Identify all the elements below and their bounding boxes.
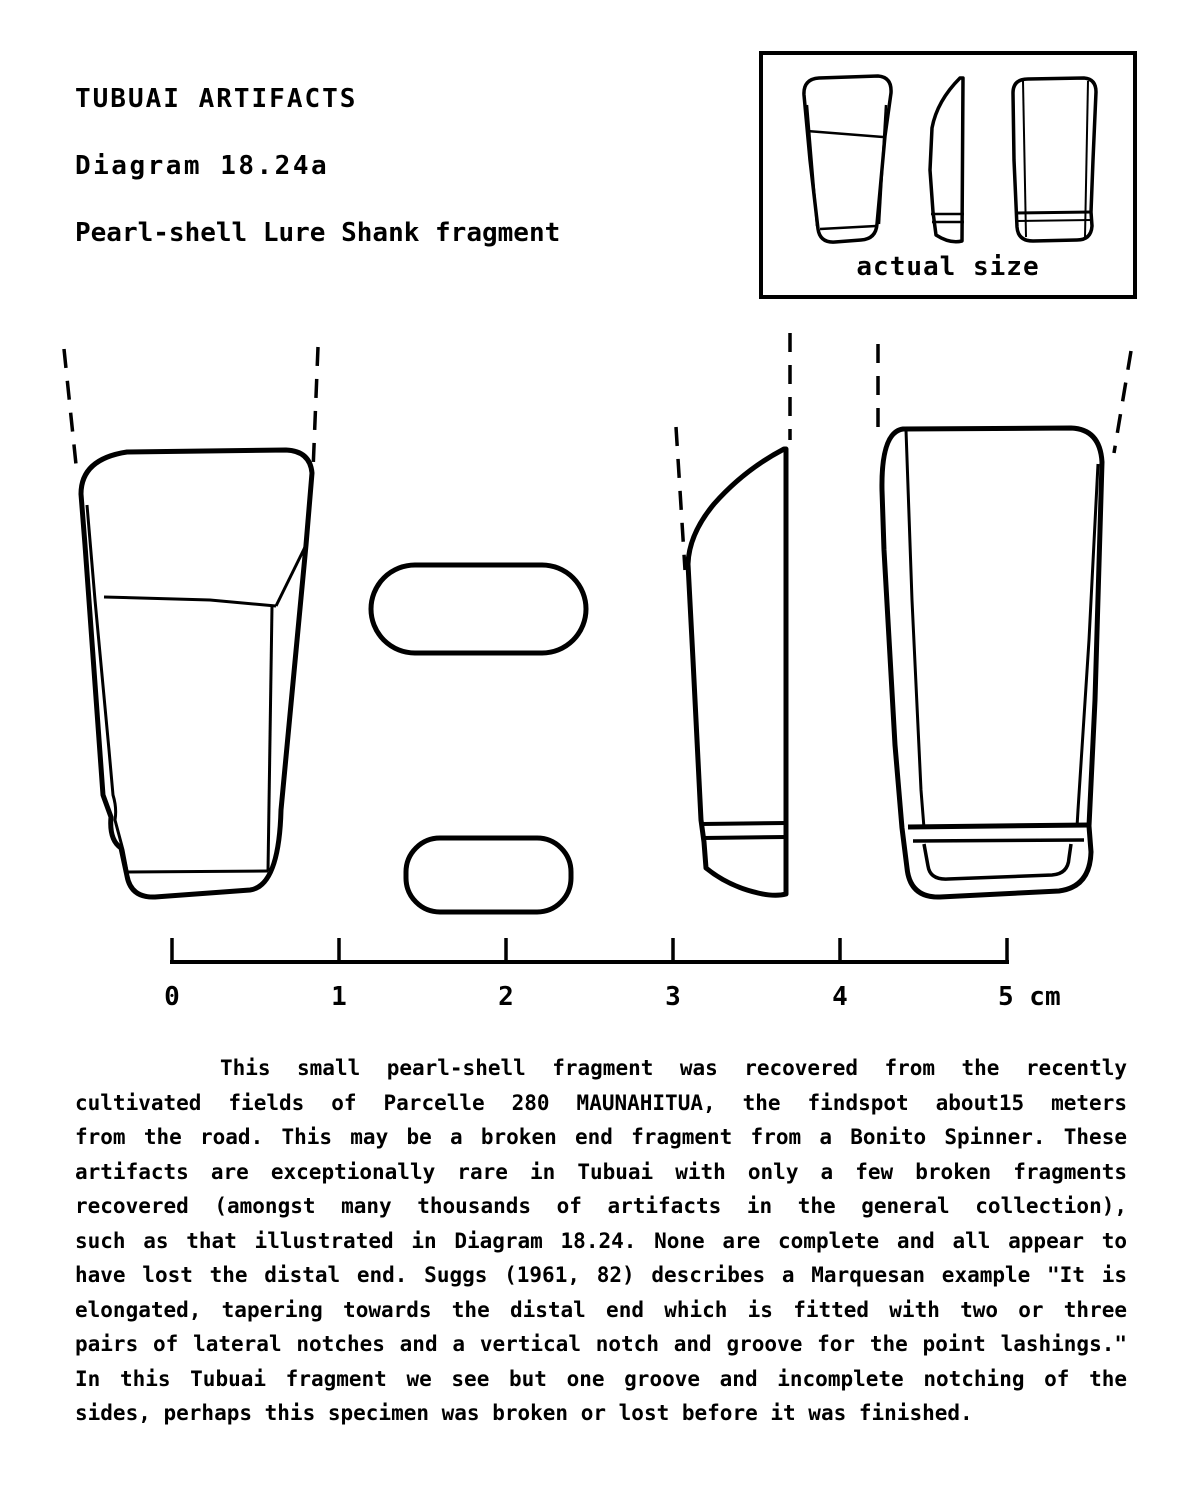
projection-dash-left [64,349,77,474]
description-line: pairs of lateral notches and a vertical notch and groove for the point lashings." [75,1332,1127,1356]
description-line: elongated, tapering towards the distal end which is fitted with two or three [75,1297,1127,1322]
scale-label-1: 1 [331,982,347,1012]
projection-dash-right [313,347,318,471]
back-view-drawing [878,344,1131,897]
description-line: from the road. This may be a broken end fragment from a Bonito Spinner. These [75,1125,1127,1149]
scale-label-3: 3 [665,982,681,1012]
scale-bar [170,938,1009,962]
description-paragraph [75,1051,1127,1431]
side-view-drawing [676,333,790,895]
description-line: cultivated fields of Parcelle 280 MAUNAHITUA, the findspot about15 meters [75,1090,1127,1115]
diagram-number: Diagram 18.24a [75,151,330,181]
description-line: This small pearl-shell fragment was recovered from the recently [220,1056,1127,1080]
description-line: have lost the distal end. Suggs (1961, 82) describes a Marquesan example "It is [75,1263,1127,1287]
scale-label-5cm: 5 cm [998,982,1061,1012]
description-line: recovered (amongst many thousands of artifacts in the general collection), [75,1194,1127,1218]
projection-dash-right [1114,351,1131,453]
inset-side-view-drawing [930,78,964,242]
cross-section-lower [406,838,571,912]
inset-front-view-drawing [804,76,891,242]
description-line: sides, perhaps this specimen was broken or lost before it was finished. [75,1401,973,1425]
scale-label-4: 4 [832,982,848,1012]
description-line: artifacts are exceptionally rare in Tubuai with only a few broken fragments [75,1159,1127,1184]
cross-section-upper [371,565,586,653]
scale-label-0: 0 [164,982,180,1012]
projection-dash-left [676,427,685,570]
front-view-drawing [64,347,318,897]
description-line: In this Tubuai fragment we see but one groove and incomplete notching of the [75,1366,1127,1391]
page-title: TUBUAI ARTIFACTS [75,84,358,114]
actual-size-label: actual size [856,252,1040,282]
description-line: such as that illustrated in Diagram 18.24. None are complete and all appear to [75,1228,1127,1253]
cross-sections [371,565,586,912]
scale-label-2: 2 [498,982,514,1012]
inset-back-view-drawing [1013,78,1096,241]
artifact-subtitle: Pearl-shell Lure Shank fragment [75,218,561,248]
